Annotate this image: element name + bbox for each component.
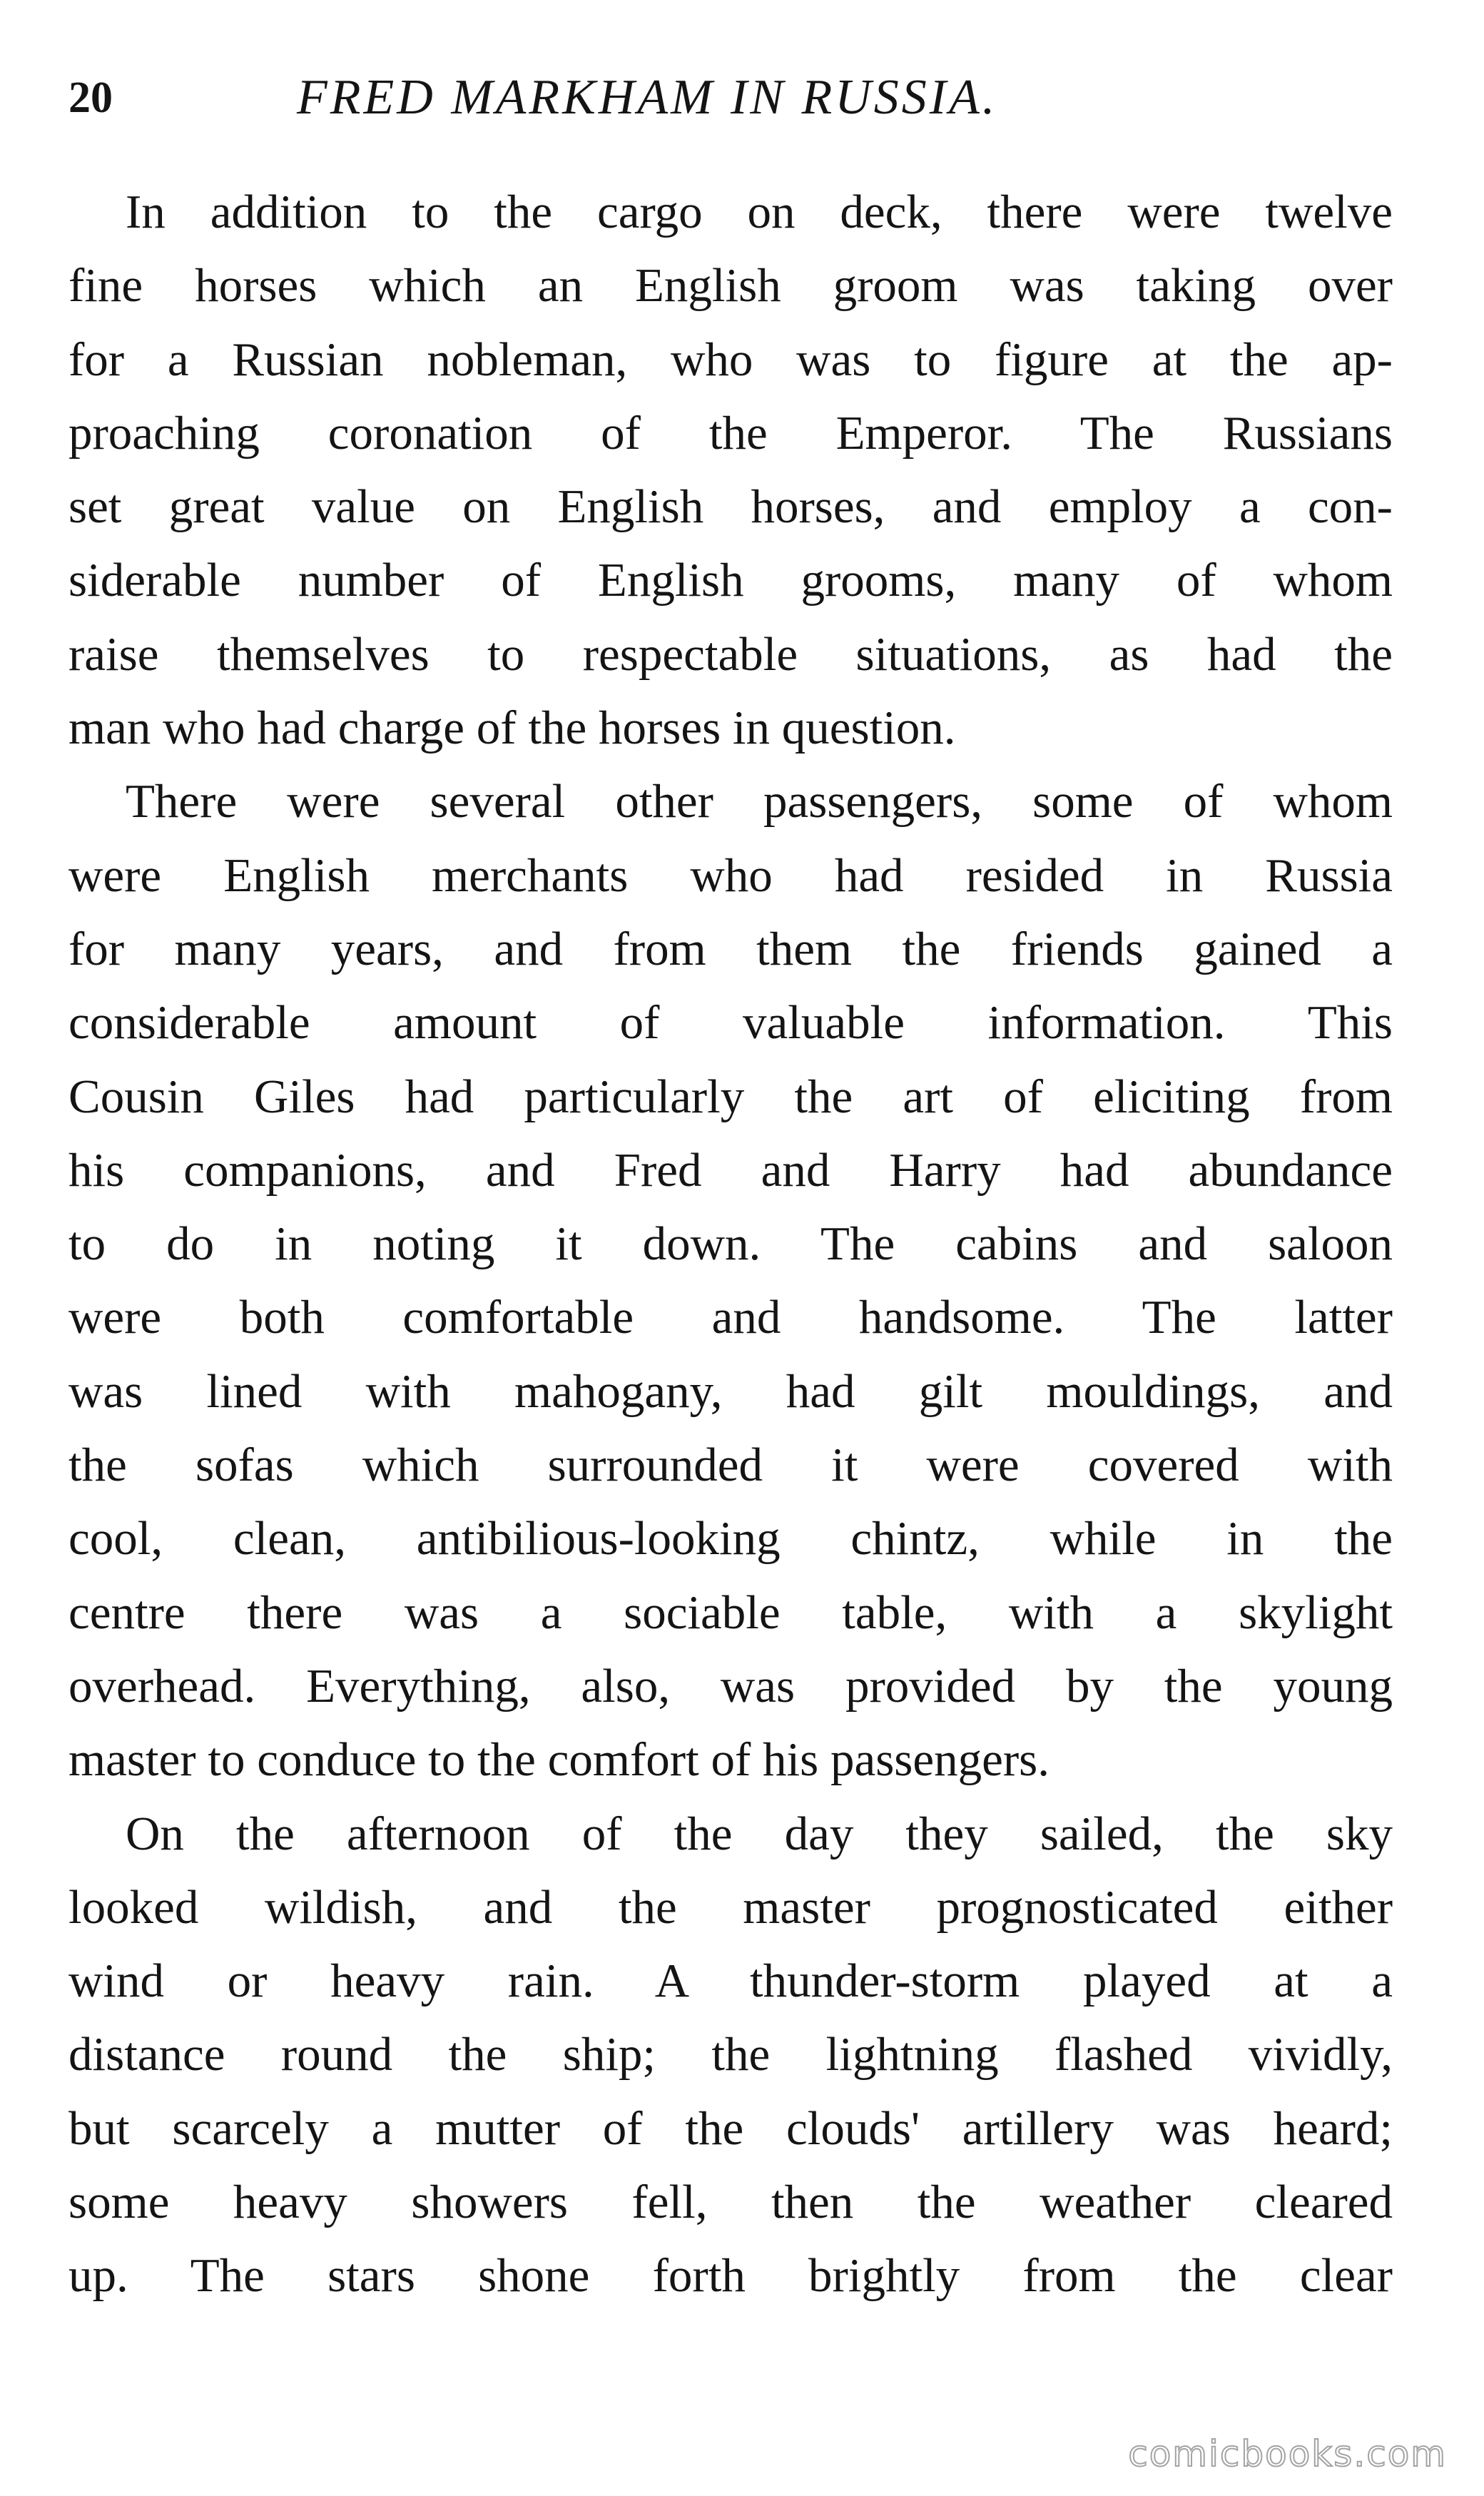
text-line: but scarcely a mutter of the clouds' artillery was heard; bbox=[68, 2101, 1393, 2155]
text-line: Cousin Giles had particularly the art of eliciting from bbox=[68, 1070, 1393, 1123]
text-line: his companions, and Fred and Harry had abundance bbox=[68, 1143, 1393, 1197]
page-header bbox=[68, 66, 1396, 130]
text-line: up. The stars shone forth brightly from the clear bbox=[68, 2249, 1393, 2303]
page-number: 20 bbox=[68, 73, 113, 122]
text-line: considerable amount of valuable information. This bbox=[68, 996, 1393, 1050]
text-line: set great value on English horses, and employ a con- bbox=[68, 480, 1393, 534]
text-line: for many years, and from them the friends gained a bbox=[68, 922, 1393, 975]
watermark: comicbooks.com bbox=[1128, 2433, 1447, 2475]
running-title: FRED MARKHAM IN RUSSIA. bbox=[297, 70, 998, 125]
text-line: centre there was a sociable table, with a skylight bbox=[68, 1586, 1393, 1639]
text-line: On the afternoon of the day they sailed, the sky bbox=[126, 1807, 1393, 1860]
text-line: overhead. Everything, also, was provided by the young bbox=[68, 1659, 1393, 1713]
text-line: the sofas which surrounded it were covered with bbox=[68, 1439, 1393, 1492]
text-line: some heavy showers fell, then the weather cleared bbox=[68, 2176, 1393, 2229]
text-line: wind or heavy rain. A thunder-storm played at a bbox=[68, 1954, 1393, 2008]
text-line: fine horses which an English groom was taking over bbox=[68, 259, 1393, 313]
text-line: master to conduce to the comfort of his passengers. bbox=[68, 1733, 1050, 1787]
text-line: for a Russian nobleman, who was to figure at the ap- bbox=[68, 333, 1393, 386]
text-line: were both comfortable and handsome. The latter bbox=[68, 1291, 1393, 1344]
text-line: was lined with mahogany, had gilt mouldings, and bbox=[68, 1364, 1393, 1418]
text-line: raise themselves to respectable situations, as had the bbox=[68, 627, 1393, 681]
body-text bbox=[68, 176, 1393, 2313]
text-line: In addition to the cargo on deck, there were twelve bbox=[126, 186, 1393, 238]
text-line: There were several other passengers, some of whom bbox=[126, 775, 1393, 828]
text-line: were English merchants who had resided in Russia bbox=[68, 848, 1393, 902]
text-line: looked wildish, and the master prognosticated either bbox=[68, 1880, 1393, 1934]
text-line: to do in noting it down. The cabins and saloon bbox=[68, 1217, 1393, 1271]
text-line: man who had charge of the horses in question. bbox=[68, 701, 956, 755]
text-line: distance round the ship; the lightning flashed vividly, bbox=[68, 2028, 1393, 2081]
text-line: cool, clean, antibilious-looking chintz, while in the bbox=[68, 1512, 1393, 1566]
text-line: siderable number of English grooms, many of whom bbox=[68, 554, 1393, 607]
text-line: proaching coronation of the Emperor. The Russians bbox=[68, 406, 1393, 460]
